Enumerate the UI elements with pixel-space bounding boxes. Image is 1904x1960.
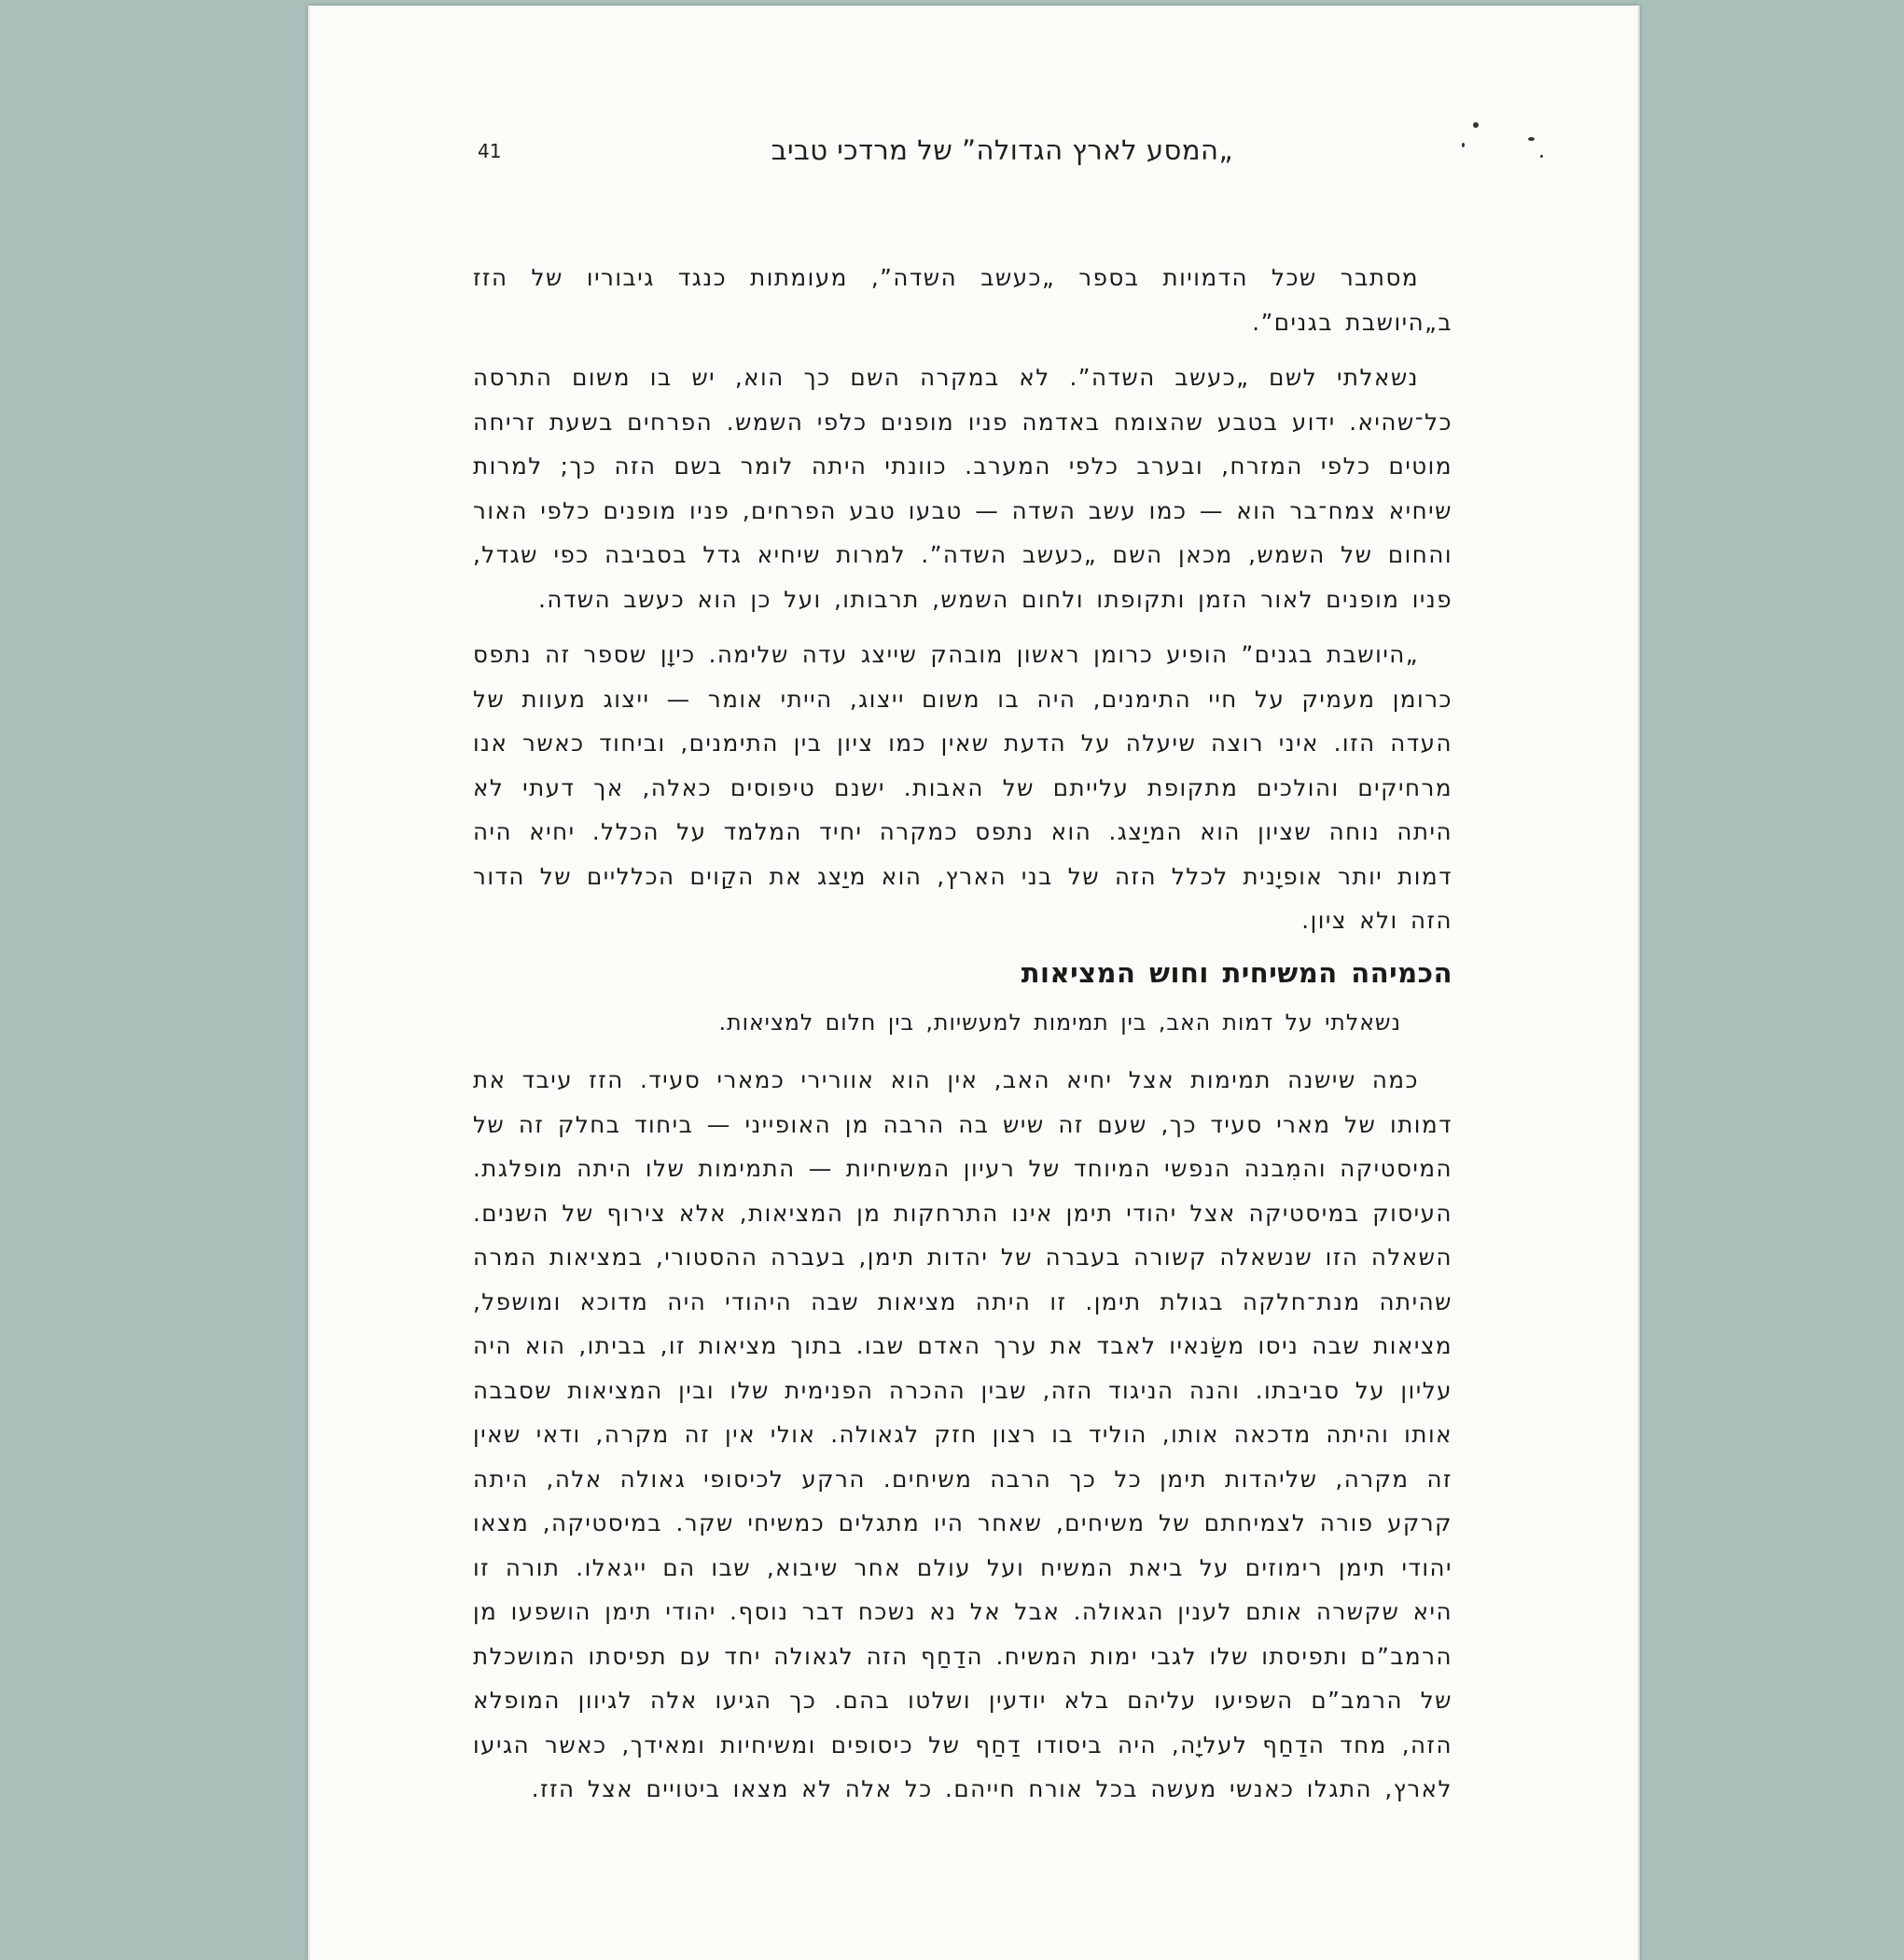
page-header [478,134,1448,181]
page-number: 41 [478,140,502,162]
paragraph: „היושבת בגנים” הופיע כרומן ראשון מובהק שייצג עדה שלימה. כיוָן שספר זה נתפס כרומן מעמיק על חיי התימנים, היה בו משום ייצוג, הייתי אומר — ייצוג מעוות של העדה הזו. איני רוצה שיעלה על הדעת שאין כמו ציון בין התימנים, וביחוד כאשר אנו מרחיקים והולכים מתקופת עלייתם של האבות. ישנם טיפוסים כאלה, אך דעתי לא היתה נוחה שציון הוא המיַצג. הוא נתפס כמקרה יחיד המלמד על הכלל. יחיא היה דמות יותר אופיָנית לכלל הזה של בני הארץ, הוא מיַצג את הקַוים הכלליים של הדור הזה ולא ציון. [473,641,1452,934]
running-title: „המסע לארץ הגדולה” של מרדכי טביב [771,134,1233,166]
paragraph: מסתבר שכל הדמויות בספר „כעשב השדה”, מעומתות כנגד גיבוריו של הזז ב„היושבת בגנים”. [473,264,1452,336]
paragraph: כמה שישנה תמימות אצל יחיא האב, אין הוא אוורירי כמארי סעיד. הזז עיבד את דמותו של מארי סעיד כך, שעם זה שיש בה הרבה מן האופייני — ביחוד בחלק זה של המיסטיקה והמִבנה הנפשי המיוחד של רעיון המשיחיות — התמימות שלו היתה מופלגת. העיסוק במיסטיקה אצל יהודי תימן אינו התרחקות מן המציאות, אלא צירוף של השנים. השאלה הזו שנשאלה קשורה בעברה של יהדות תימן, בעברה ההסטורי, במציאות המרה שהיתה מנת־חלקה בגולת תימן. זו היתה מציאות שבה היהודי היה מדוכא ומושפל, מציאות שבה ניסו משַׂנאיו לאבד את ערך האדם שבו. בתוך מציאות זו, בביתו, הוא היה עליון על סביבתו. והנה הניגוד הזה, שבין ההכרה הפנימית שלו ובין המציאות שסבבה אותו והיתה מדכאה אותו, הוליד בו רצון חזק לגאולה. אולי אין זה מקרה, ודאי שאין זה מקרה, שליהדות תימן כל כך הרבה משיחים. הרקע לכיסופי גאולה אלה, היתה קרקע פורה לצמיחתם של משיחים, שאחר היו מתגלים כמשיחי שקר. במיסטיקה, מצאו יהודי תימן רימוזים על ביאת המשיח ועל עולם אחר שיבוא, שבו הם ייגאלו. תורה זו היא שקשרה אותם לענין הגאולה. אבל אל נא נשכח דבר נוסף. יהודי תימן הושפעו מן הרמב”ם ותפיסתו שלו לגבי ימות המשיח. הדַחַף הזה לגאולה יחד עם תפיסתו המושכלת של הרמב”ם השפיעו עליהם בלא יודעין ושלטו בהם. כך הגיעו אלה לגיוון המופלא הזה, מחד הדַחַף לעליָה, היה ביסודו דַחַף של כיסופים ומשיחיות ומאידך, כאשר הגיעו לארץ, התגלו כאנשי מעשה בכל אורח חייהם. כל אלה לא מצאו ביטויים אצל הזז. [473,1066,1452,1802]
section-heading: הכמיהה המשיחית וחוש המציאות [1021,956,1452,989]
document-page [308,6,1640,1960]
scan-speck [1473,122,1479,128]
body-text [473,256,1452,1823]
scan-speck [1528,137,1535,141]
paragraph: נשאלתי לשם „כעשב השדה”. לא במקרה השם כך הוא, יש בו משום התרסה כל־שהיא. ידוע בטבע שהצומח באדמה פניו מופנים כלפי השמש. הפרחים בשעת זריחה מוטים כלפי המזרח, ובערב כלפי המערב. כוונתי היתה לומר בשם הזה כך; למרות שיחיא צמח־בר הוא — כמו עשב השדה — טבעו טבע הפרחים, פניו מופנים כלפי האור והחום של השמש, מכאן השם „כעשב השדה”. למרות שיחיא גדל בסביבה כפי שגדל, פניו מופנים לאור הזמן ותקופתו ולחום השמש, תרבותו, ועל כן הוא כעשב השדה. [473,364,1452,613]
scan-speck [1462,143,1465,147]
interview-question: נשאלתי על דמות האב, בין תמימות למעשיות, בין חלום למציאות. [718,1008,1401,1036]
scan-speck [1540,155,1543,158]
